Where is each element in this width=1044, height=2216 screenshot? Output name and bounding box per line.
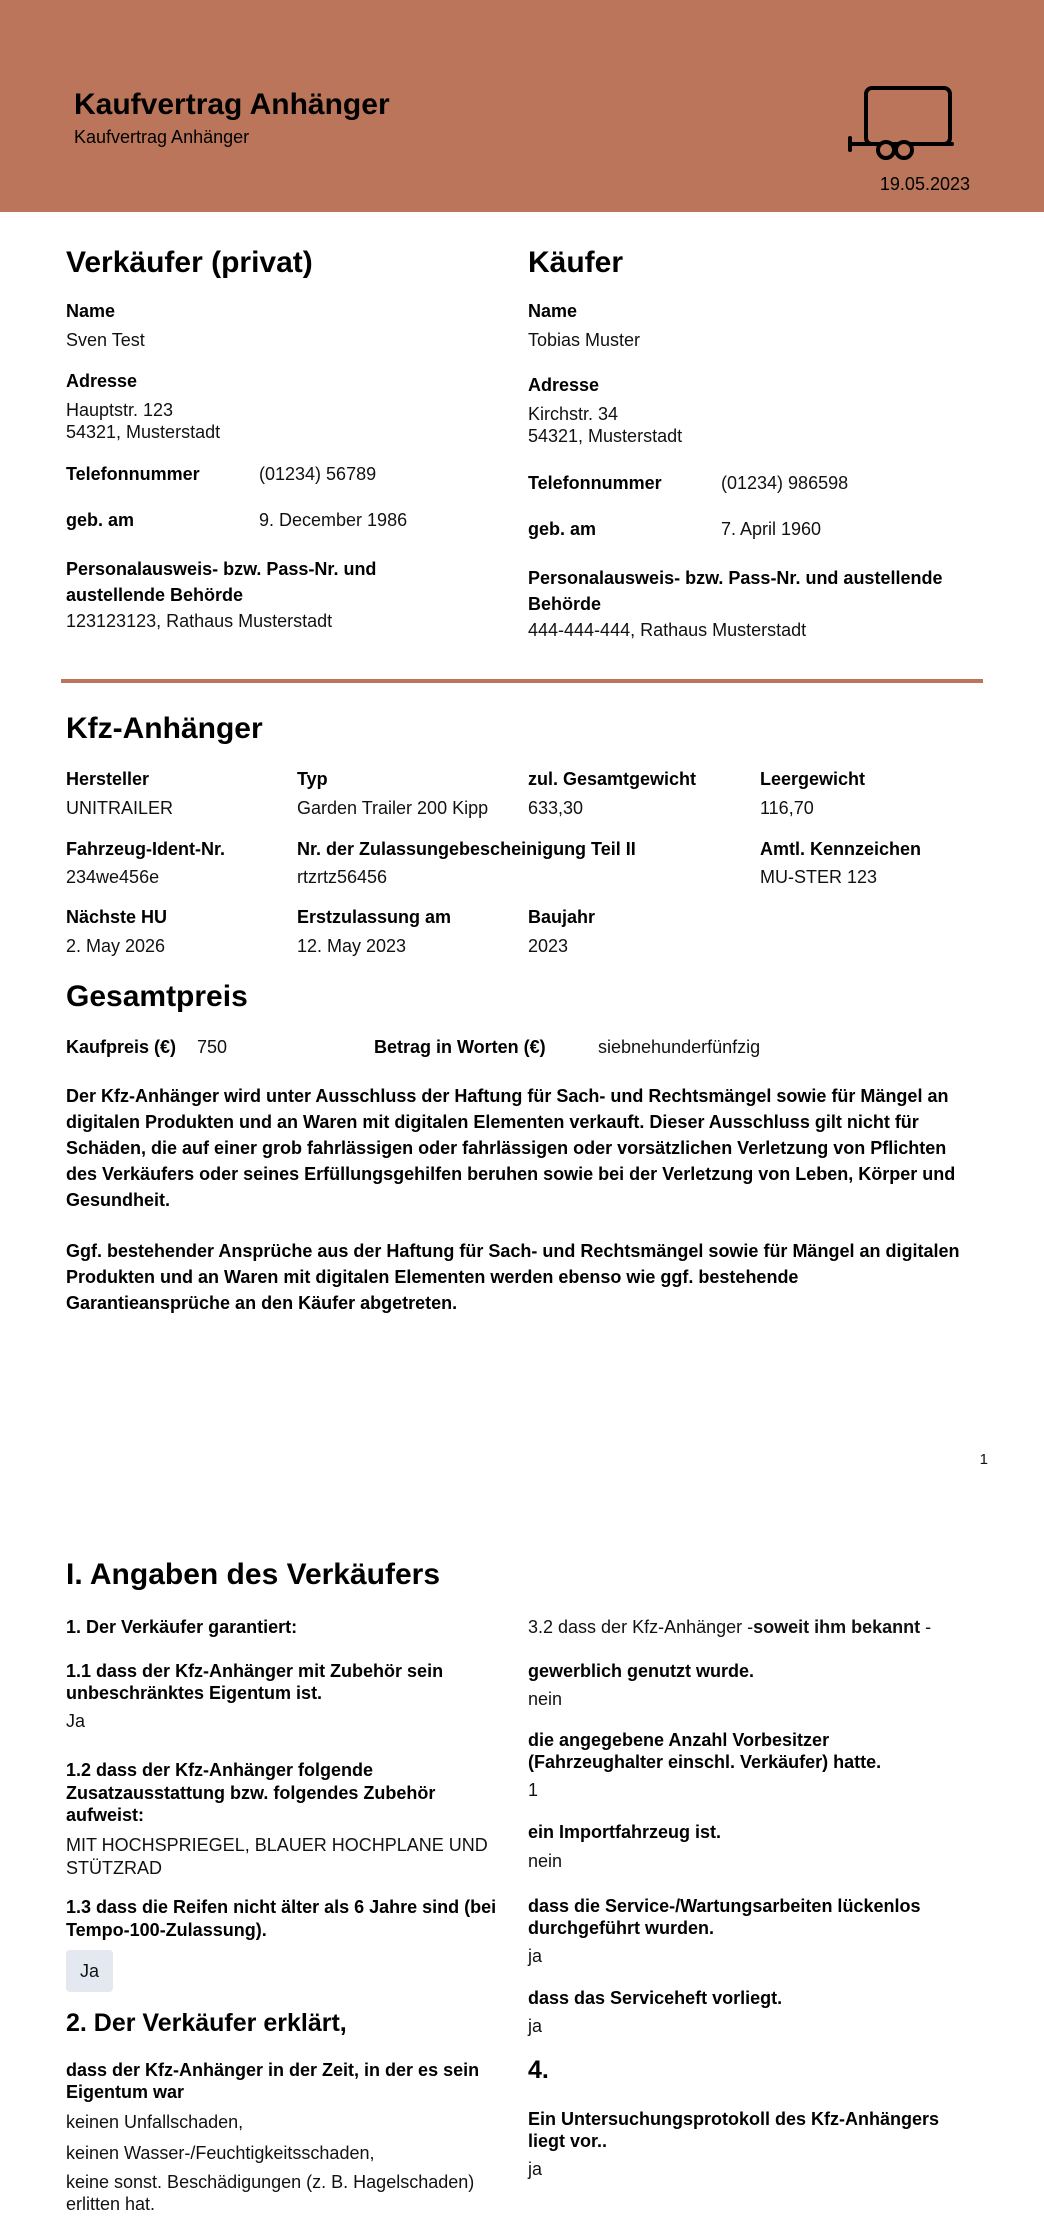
a2-item4: erlitten hat. [66, 2194, 156, 2214]
a12-line2: STÜTZRAD [66, 1858, 162, 1878]
q12-line1: 1.2 dass der Kfz-Anhänger folgende [66, 1760, 374, 1780]
seller-id-value: 123123123, Rathaus Musterstadt [66, 611, 333, 631]
a12-line1: MIT HOCHSPRIEGEL, BLAUER HOCHPLANE UND [66, 1835, 488, 1855]
price-heading: Gesamtpreis [66, 980, 248, 1013]
buyer-address-line2: 54321, Musterstadt [528, 426, 683, 446]
gross-weight-label: zul. Gesamtgewicht [528, 769, 697, 789]
reg-cert-value: rtzrtz56456 [297, 867, 388, 887]
buyer-birth-label: geb. am [528, 519, 597, 539]
buyer-name-label: Name [528, 301, 578, 321]
price-words-value: siebnehunderfünfzig [598, 1037, 761, 1057]
a2-item1: keinen Unfallschaden, [66, 2112, 244, 2132]
guarantees-label: 1. Der Verkäufer garantiert: [66, 1617, 298, 1637]
q2-line2: Eigentum war [66, 2082, 185, 2102]
document-date: 19.05.2023 [879, 174, 970, 194]
liability-line: Schäden, die auf einer grob fahrlässigen oder fahrlässigen oder vorsätzlichen Verletzung von Pflichten [66, 1138, 947, 1158]
section-divider [61, 679, 983, 683]
section1-heading: I. Angaben des Verkäufers [66, 1558, 441, 1591]
liability-paragraph [66, 1083, 955, 1213]
empty-weight-value: 116,70 [760, 798, 814, 818]
manufacturer-label: Hersteller [66, 769, 150, 789]
vin-value: 234we456e [66, 867, 160, 887]
buyer-heading: Käufer [528, 246, 624, 279]
seller-name: Sven Test [66, 330, 145, 350]
reg-cert-label: Nr. der Zulassungebescheinigung Teil II [297, 839, 636, 859]
claims-line: Garantieansprüche an den Käufer abgetreten. [66, 1293, 458, 1313]
liability-line: Gesundheit. [66, 1190, 171, 1210]
claims-line: Produkten und an Waren mit digitalen Elementen werden ebenso wie ggf. bestehende [66, 1267, 799, 1287]
document-subtitle: Kaufvertrag Anhänger [74, 127, 250, 147]
booklet-value: ja [528, 2016, 543, 2036]
plate-value: MU-STER 123 [760, 867, 878, 887]
vehicle-heading: Kfz-Anhänger [66, 712, 263, 745]
claims-paragraph [66, 1238, 959, 1316]
protocol-label-line1: Ein Untersuchungsprotokoll des Kfz-Anhängers [528, 2109, 940, 2129]
seller-id-label-line1: Personalausweis- bzw. Pass-Nr. und [66, 559, 377, 579]
buyer-phone: (01234) 986598 [721, 473, 849, 493]
empty-weight-label: Leergewicht [760, 769, 866, 789]
commercial-label: gewerblich genutzt wurde. [528, 1661, 755, 1681]
buyer-name: Tobias Muster [528, 330, 641, 350]
a2-item2: keinen Wasser-/Feuchtigkeitsschaden, [66, 2143, 375, 2163]
buyer-birth: 7. April 1960 [721, 519, 822, 539]
buyer-phone-label: Telefonnummer [528, 473, 662, 493]
a2-item3: keine sonst. Beschädigungen (z. B. Hagelschaden) [66, 2172, 475, 2192]
price-value: 750 [197, 1037, 228, 1057]
buyer-id-value: 444-444-444, Rathaus Musterstadt [528, 620, 807, 640]
liability-line: Der Kfz-Anhänger wird unter Ausschluss der Haftung für Sach- und Rechtsmängel sowie für Mängel an [66, 1086, 949, 1106]
q12-line3: aufweist: [66, 1805, 145, 1825]
a11-value: Ja [66, 1711, 86, 1731]
booklet-label: dass das Serviceheft vorliegt. [528, 1988, 783, 2008]
q11-line1: 1.1 dass der Kfz-Anhänger mit Zubehör sein [66, 1661, 444, 1681]
q13-line1: 1.3 dass die Reifen nicht älter als 6 Jahre sind (bei [66, 1897, 497, 1917]
type-label: Typ [297, 769, 328, 789]
q2-line1: dass der Kfz-Anhänger in der Zeit, in der es sein [66, 2060, 480, 2080]
seller-address-line2: 54321, Musterstadt [66, 422, 221, 442]
page-number: 1 [979, 1451, 988, 1468]
q32-suffix: - [920, 1617, 932, 1637]
q32-line [528, 1616, 931, 1638]
next-hu-label: Nächste HU [66, 907, 168, 927]
q11-line2: unbeschränktes Eigentum ist. [66, 1683, 323, 1703]
seller-phone-label: Telefonnummer [66, 464, 200, 484]
q13-line2: Tempo-100-Zulassung). [66, 1920, 267, 1940]
plate-label: Amtl. Kennzeichen [760, 839, 922, 859]
vin-label: Fahrzeug-Ident-Nr. [66, 839, 226, 859]
first-reg-label: Erstzulassung am [297, 907, 452, 927]
q32-prefix: 3.2 dass der Kfz-Anhänger - [528, 1617, 754, 1637]
seller-name-label: Name [66, 301, 116, 321]
seller-birth: 9. December 1986 [259, 510, 408, 530]
a13-value: Ja [66, 1950, 113, 1992]
seller-birth-label: geb. am [66, 510, 135, 530]
protocol-label-line2: liegt vor.. [528, 2131, 608, 2151]
year-label: Baujahr [528, 907, 596, 927]
protocol-value: ja [528, 2159, 543, 2179]
q32-bold: soweit ihm bekannt [753, 1617, 921, 1637]
import-value: nein [528, 1851, 563, 1871]
owners-value: 1 [528, 1780, 539, 1800]
seller-heading: Verkäufer (privat) [66, 246, 313, 279]
claims-line: Ggf. bestehender Ansprüche aus der Haftung für Sach- und Rechtsmängel sowie für Mängel an digitalen [66, 1241, 960, 1261]
trailer-icon [846, 84, 956, 162]
liability-line: digitalen Produkten und an Waren mit digitalen Elementen verkauft. Dieser Ausschluss gilt nicht für [66, 1112, 919, 1132]
manufacturer-value: UNITRAILER [66, 798, 174, 818]
year-value: 2023 [528, 936, 569, 956]
service-label-line2: durchgeführt wurden. [528, 1918, 714, 1938]
gross-weight-value: 633,30 [528, 798, 584, 818]
section4-heading: 4. [528, 2056, 549, 2084]
price-label: Kaufpreis (€) [66, 1037, 177, 1057]
buyer-id-label-line1: Personalausweis- bzw. Pass-Nr. und austellende [528, 568, 943, 588]
price-words-label: Betrag in Worten (€) [374, 1037, 546, 1057]
liability-line: des Verkäufers oder seines Erfüllungsgehilfen beruhen sowie bei der Verletzung von Leben, Körper und [66, 1164, 956, 1184]
next-hu-value: 2. May 2026 [66, 936, 166, 956]
owners-label-line1: die angegebene Anzahl Vorbesitzer [528, 1730, 830, 1750]
buyer-address-line1: Kirchstr. 34 [528, 404, 619, 424]
owners-label-line2: (Fahrzeughalter einschl. Verkäufer) hatte. [528, 1752, 882, 1772]
document-title: Kaufvertrag Anhänger [74, 88, 390, 121]
import-label: ein Importfahrzeug ist. [528, 1822, 722, 1842]
buyer-address-label: Adresse [528, 375, 600, 395]
service-value: ja [528, 1946, 543, 1966]
seller-phone: (01234) 56789 [259, 464, 377, 484]
commercial-value: nein [528, 1689, 563, 1709]
seller-address-label: Adresse [66, 371, 138, 391]
seller-address-line1: Hauptstr. 123 [66, 400, 174, 420]
seller-id-label-line2: austellende Behörde [66, 585, 244, 605]
service-label-line1: dass die Service-/Wartungsarbeiten lückenlos [528, 1896, 921, 1916]
buyer-id-label-line2: Behörde [528, 594, 602, 614]
first-reg-value: 12. May 2023 [297, 936, 407, 956]
type-value: Garden Trailer 200 Kipp [297, 798, 489, 818]
q12-line2: Zusatzausstattung bzw. folgendes Zubehör [66, 1783, 436, 1803]
declares-heading: 2. Der Verkäufer erklärt, [66, 2009, 347, 2037]
page-header [0, 0, 1044, 212]
